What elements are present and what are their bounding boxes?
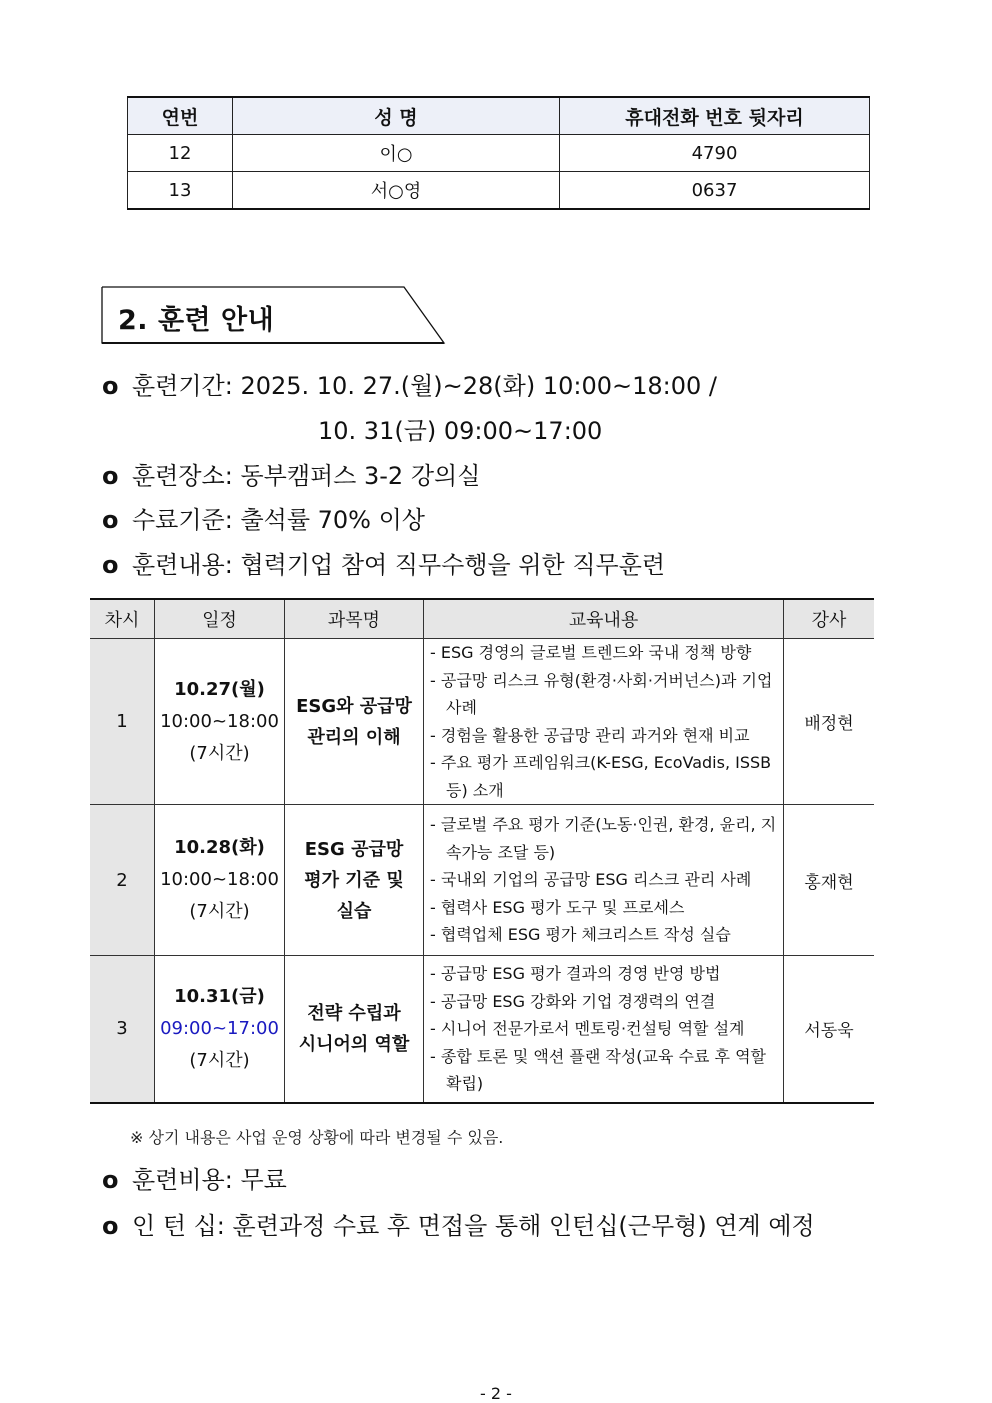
session-number: 2 xyxy=(90,805,155,956)
page-number: - 2 - xyxy=(480,1384,512,1403)
period-continuation: 10. 31(금) 09:00~17:00 xyxy=(318,417,603,445)
table-row xyxy=(128,172,870,210)
table-cell: 0637 xyxy=(560,172,870,210)
bullet-mark: o xyxy=(102,1212,119,1240)
content-cell xyxy=(424,956,784,1103)
session-time: 09:00~17:00 xyxy=(160,1017,279,1039)
info-content xyxy=(102,545,665,580)
subject-cell xyxy=(285,805,424,956)
column-header: 교육내용 xyxy=(424,599,784,639)
content-item: - 글로벌 주요 평가 기준(노동·인권, 환경, 윤리, 지속가능 조달 등) xyxy=(430,815,777,862)
subject-cell xyxy=(285,639,424,805)
curriculum-table xyxy=(90,598,874,1104)
content-item: - 국내외 기업의 공급망 ESG 리스크 관리 사례 xyxy=(430,870,752,890)
content-item: - 협력사 ESG 평가 도구 및 프로세스 xyxy=(430,897,685,917)
table-cell: 12 xyxy=(128,135,233,172)
table-header-row xyxy=(128,97,870,135)
session-hours: (7시간) xyxy=(189,901,250,922)
table-cell: 이○ xyxy=(233,135,560,172)
info-place xyxy=(102,456,480,491)
content-item: - 경험을 활용한 공급망 관리 과거와 현재 비교 xyxy=(430,725,750,745)
bullet-mark: o xyxy=(102,1166,119,1194)
session-hours: (7시간) xyxy=(189,1049,250,1071)
internship-text: 인 턴 십: 훈련과정 수료 후 면접을 통해 인턴십(근무형) 연계 예정 xyxy=(132,1212,815,1240)
section-title: 2. 훈련 안내 xyxy=(118,305,275,336)
schedule-cell xyxy=(155,639,285,805)
subject-cell xyxy=(285,956,424,1103)
content-item: - 공급망 리스크 유형(환경·사회·거버넌스)과 기업 사례 xyxy=(430,670,773,717)
bullet-mark: o xyxy=(102,462,119,490)
schedule-cell xyxy=(155,805,285,956)
schedule-change-note: ※ 상기 내용은 사업 운영 상황에 따라 변경될 수 있음. xyxy=(130,1128,504,1147)
subject-line: 실습 xyxy=(336,900,372,922)
period-text: 훈련기간: 2025. 10. 27.(월)~28(화) 10:00~18:00 / xyxy=(132,372,718,400)
instructor-cell: 홍재현 xyxy=(784,805,875,956)
info-period xyxy=(102,366,717,401)
column-header: 차시 xyxy=(90,599,155,639)
session-date: 10.28(화) xyxy=(174,837,265,858)
content-item: - 협력업체 ESG 평가 체크리스트 작성 실습 xyxy=(430,925,731,945)
content-item: - 공급망 ESG 강화와 기업 경쟁력의 연결 xyxy=(430,991,716,1011)
column-header: 과목명 xyxy=(285,599,424,639)
criteria-text: 수료기준: 출석률 70% 이상 xyxy=(132,506,425,534)
column-header: 일정 xyxy=(155,599,285,639)
table-header-row xyxy=(90,599,874,639)
session-date: 10.31(금) xyxy=(174,985,265,1007)
content-item: - ESG 경영의 글로벌 트렌드와 국내 정책 방향 xyxy=(430,643,752,662)
content-item: - 종합 토론 및 액션 플랜 작성(교육 수료 후 역할 확립) xyxy=(430,1046,766,1093)
subject-line: ESG와 공급망 xyxy=(296,695,412,717)
content-cell xyxy=(424,639,784,805)
bullet-mark: o xyxy=(102,551,119,579)
session-hours: (7시간) xyxy=(189,742,250,764)
session-date: 10.27(월) xyxy=(174,678,265,700)
session-time: 10:00~18:00 xyxy=(160,869,279,890)
subject-line: 전략 수립과 xyxy=(307,1002,401,1024)
table-cell: 서○영 xyxy=(233,172,560,210)
subject-line: ESG 공급망 xyxy=(304,838,404,860)
column-header: 성 명 xyxy=(233,97,560,135)
table-row xyxy=(128,135,870,172)
column-header: 연번 xyxy=(128,97,233,135)
session-number: 3 xyxy=(90,956,155,1103)
column-header: 휴대전화 번호 뒷자리 xyxy=(560,97,870,135)
table-cell: 4790 xyxy=(560,135,870,172)
subject-line: 평가 기준 및 xyxy=(304,869,404,891)
bullet-mark: o xyxy=(102,506,119,534)
participant-table xyxy=(127,96,870,210)
instructor-cell: 배정현 xyxy=(784,639,875,805)
session-time: 10:00~18:00 xyxy=(160,710,279,732)
place-text: 훈련장소: 동부캠퍼스 3-2 강의실 xyxy=(132,462,481,490)
table-row xyxy=(90,956,874,1103)
content-text: 훈련내용: 협력기업 참여 직무수행을 위한 직무훈련 xyxy=(132,551,666,579)
session-number: 1 xyxy=(90,639,155,805)
content-item: - 공급망 ESG 평가 결과의 경영 반영 방법 xyxy=(430,964,721,983)
table-row xyxy=(90,639,874,805)
info-cost xyxy=(102,1160,287,1195)
subject-line: 관리의 이해 xyxy=(307,726,401,748)
content-item: - 시니어 전문가로서 멘토링·컨설팅 역할 설계 xyxy=(430,1019,745,1038)
table-cell: 13 xyxy=(128,172,233,210)
content-item: - 주요 평가 프레임워크(K-ESG, EcoVadis, ISSB 등) 소개 xyxy=(430,753,772,800)
section-heading xyxy=(101,286,446,344)
schedule-cell xyxy=(155,956,285,1103)
info-internship xyxy=(102,1206,815,1241)
instructor-cell: 서동욱 xyxy=(784,956,875,1103)
column-header: 강사 xyxy=(784,599,875,639)
table-row xyxy=(90,805,874,956)
bullet-mark: o xyxy=(102,372,119,400)
cost-text: 훈련비용: 무료 xyxy=(132,1166,287,1194)
info-criteria xyxy=(102,500,425,535)
content-cell xyxy=(424,805,784,956)
subject-line: 시니어의 역할 xyxy=(298,1033,410,1055)
